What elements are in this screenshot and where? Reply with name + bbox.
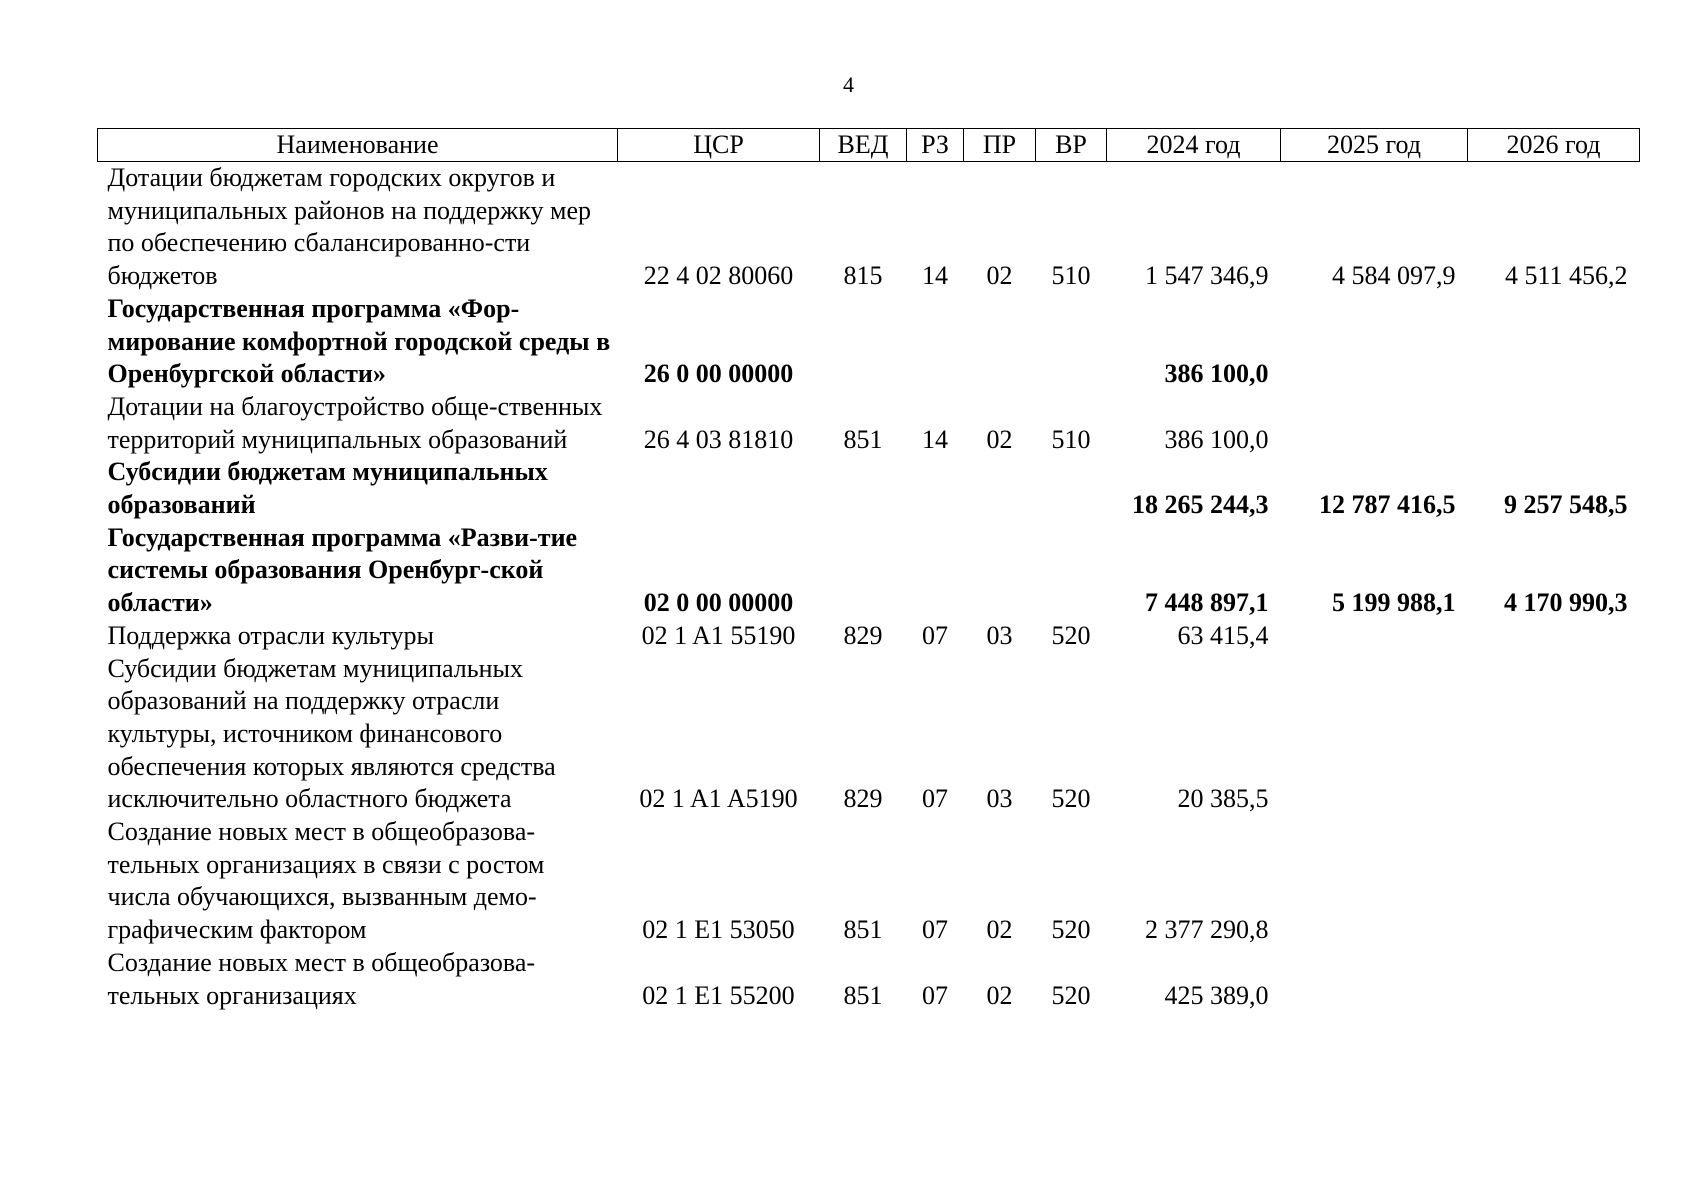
cell-rz — [907, 293, 964, 391]
header-2025: 2025 год — [1281, 129, 1468, 162]
cell-pr: 03 — [986, 620, 1013, 650]
cell-ved: 851 — [843, 915, 883, 945]
cell-ved: 851 — [843, 980, 883, 1010]
page-number: 4 — [843, 72, 854, 97]
cell-2024: 2 377 290,8 — [1145, 915, 1269, 945]
header-2026: 2026 год — [1468, 129, 1640, 162]
header-pr: ПР — [964, 129, 1036, 162]
cell-2025 — [1281, 620, 1468, 653]
cell-rz — [907, 456, 964, 521]
cell-rz: 07 — [922, 784, 948, 814]
cell-pr: 02 — [986, 980, 1013, 1010]
cell-2026: 9 257 548,5 — [1504, 490, 1628, 520]
cell-csr: 02 1 E1 53050 — [642, 915, 795, 945]
cell-2026: 4 170 990,3 — [1504, 588, 1628, 618]
cell-2024: 18 265 244,3 — [1132, 490, 1269, 520]
cell-2024: 386 100,0 — [1164, 424, 1269, 454]
table-row — [98, 456, 1640, 521]
cell-2025 — [1281, 293, 1468, 391]
table-row — [98, 947, 1640, 1012]
cell-2025 — [1281, 653, 1468, 817]
cell-2025: 5 199 988,1 — [1332, 588, 1456, 618]
cell-2024: 63 415,4 — [1177, 620, 1269, 650]
cell-pr — [964, 293, 1036, 391]
cell-vr — [1036, 456, 1107, 521]
cell-2024: 425 389,0 — [1164, 980, 1269, 1010]
cell-rz: 07 — [922, 915, 948, 945]
cell-rz: 07 — [922, 980, 948, 1010]
cell-2026: 4 511 456,2 — [1504, 261, 1628, 291]
cell-name: Поддержка отрасли культуры — [107, 620, 435, 650]
cell-2025 — [1281, 816, 1468, 947]
cell-2024: 1 547 346,9 — [1145, 261, 1269, 291]
cell-name: Субсидии бюджетам муниципальных образований — [107, 457, 548, 520]
cell-pr: 03 — [986, 784, 1013, 814]
cell-2025: 12 787 416,5 — [1319, 490, 1456, 520]
cell-2026 — [1468, 653, 1640, 817]
header-csr: ЦСР — [618, 129, 820, 162]
table-row — [98, 653, 1640, 817]
cell-vr: 510 — [1051, 424, 1091, 454]
header-rz: РЗ — [907, 129, 964, 162]
cell-2024: 386 100,0 — [1164, 359, 1269, 389]
cell-pr: 02 — [986, 915, 1013, 945]
cell-pr — [964, 456, 1036, 521]
cell-vr — [1036, 522, 1107, 620]
cell-ved — [820, 522, 907, 620]
cell-csr: 26 0 00 00000 — [643, 359, 794, 389]
cell-pr: 02 — [986, 261, 1013, 291]
cell-csr: 02 0 00 00000 — [643, 588, 794, 618]
cell-rz — [907, 522, 964, 620]
cell-vr: 520 — [1051, 620, 1091, 650]
table-row — [98, 620, 1640, 653]
cell-ved: 829 — [843, 784, 883, 814]
cell-2025: 4 584 097,9 — [1332, 261, 1456, 291]
cell-name: Государственная программа «Разви-тие системы образования Оренбург-ской области» — [107, 522, 578, 618]
cell-rz: 14 — [922, 424, 948, 454]
table-row — [98, 162, 1640, 293]
cell-name: Субсидии бюджетам муниципальных образований на поддержку отрасли культуры, источником финансового обеспечения которых являются средства исключительно областного бюджета — [107, 653, 556, 814]
header-vr: ВР — [1036, 129, 1107, 162]
cell-pr — [964, 522, 1036, 620]
cell-ved — [820, 456, 907, 521]
cell-ved: 815 — [843, 261, 883, 291]
header-2024: 2024 год — [1107, 129, 1281, 162]
table-row — [98, 391, 1640, 456]
table-row — [98, 522, 1640, 620]
cell-2025 — [1281, 947, 1468, 1012]
cell-2026 — [1468, 391, 1640, 456]
cell-csr: 22 4 02 80060 — [643, 261, 794, 291]
cell-ved — [820, 293, 907, 391]
cell-2026 — [1468, 293, 1640, 391]
header-name: Наименование — [98, 129, 618, 162]
cell-rz: 14 — [922, 261, 948, 291]
cell-rz: 07 — [922, 620, 948, 650]
cell-2026 — [1468, 947, 1640, 1012]
cell-vr: 520 — [1051, 784, 1091, 814]
cell-csr: 02 1 E1 55200 — [642, 980, 795, 1010]
cell-2025 — [1281, 391, 1468, 456]
cell-name: Государственная программа «Фор-мирование комфортной городской среды в Оренбургской области» — [107, 293, 611, 389]
cell-name: Создание новых мест в общеобразова-тельных организациях в связи с ростом числа обучающихся, вызванным демо-графическим фактором — [107, 817, 545, 945]
cell-vr — [1036, 293, 1107, 391]
cell-vr: 510 — [1051, 261, 1091, 291]
cell-csr: 26 4 03 81810 — [643, 424, 794, 454]
cell-vr: 520 — [1051, 915, 1091, 945]
cell-2024: 20 385,5 — [1177, 784, 1269, 814]
cell-vr: 520 — [1051, 980, 1091, 1010]
header-ved: ВЕД — [820, 129, 907, 162]
cell-2026 — [1468, 620, 1640, 653]
cell-csr: 02 1 A1 A5190 — [639, 784, 798, 814]
cell-ved: 829 — [843, 620, 883, 650]
cell-name: Дотации на благоустройство обще-ственных территорий муниципальных образований — [107, 391, 603, 454]
cell-csr: 02 1 A1 55190 — [641, 620, 796, 650]
cell-2026 — [1468, 816, 1640, 947]
table-row — [98, 816, 1640, 947]
budget-table — [97, 128, 1640, 1012]
table-row — [98, 293, 1640, 391]
cell-2024: 7 448 897,1 — [1145, 588, 1269, 618]
cell-name: Дотации бюджетам городских округов и муниципальных районов на поддержку мер по обеспечению сбалансированно-сти бюджетов — [107, 163, 591, 291]
cell-csr — [618, 456, 820, 521]
cell-pr: 02 — [986, 424, 1013, 454]
cell-name: Создание новых мест в общеобразова-тельных организациях — [107, 947, 536, 1010]
cell-ved: 851 — [843, 424, 883, 454]
table-body — [98, 162, 1640, 1013]
table-header-row — [98, 129, 1640, 162]
